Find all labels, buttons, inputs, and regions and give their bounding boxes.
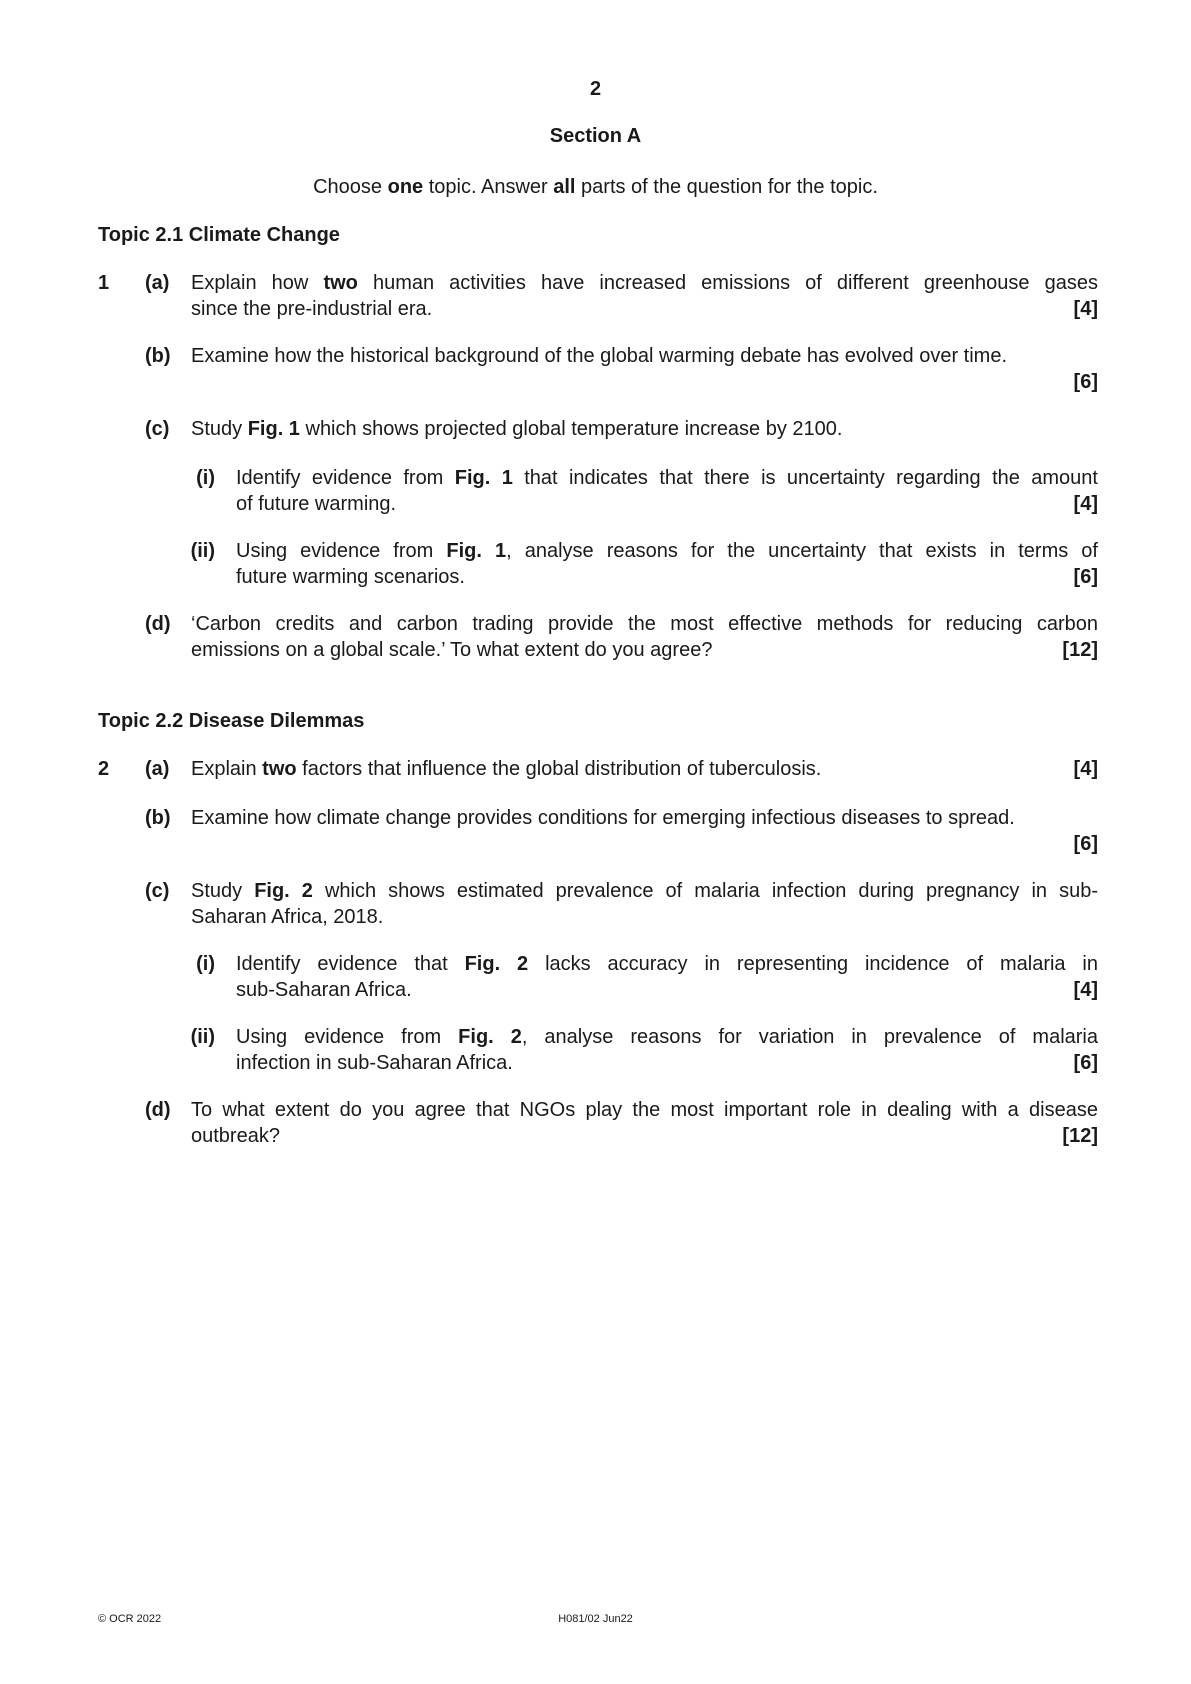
- mark-allocation: [6]: [1073, 833, 1098, 855]
- mark-allocation: [6]: [1073, 371, 1098, 393]
- mark-allocation: [12]: [1062, 1125, 1098, 1147]
- part-label: (c): [145, 418, 170, 440]
- question-text: that indicates that there is uncertainty regarding the amount: [512, 467, 1098, 489]
- question-text: Explain: [191, 758, 263, 780]
- instruction-emphasis: all: [553, 176, 576, 198]
- question-text: Study: [191, 880, 255, 902]
- question-1a: [191, 270, 1098, 322]
- question-2c-ii: [236, 1024, 1098, 1076]
- figure-reference: Fig. 1: [446, 540, 507, 562]
- subpart-label: (ii): [190, 1026, 215, 1048]
- question-text: outbreak?: [191, 1125, 280, 1147]
- instruction-text: Choose: [313, 176, 388, 198]
- mark-allocation: [4]: [1073, 758, 1098, 780]
- question-text: sub-Saharan Africa.: [236, 979, 412, 1001]
- section-title: Section A: [549, 125, 642, 147]
- question-1b: [191, 343, 1098, 395]
- question-text: factors that influence the global distribution of tuberculosis.: [296, 758, 822, 780]
- question-text: future warming scenarios.: [236, 566, 465, 588]
- question-text: Examine how the historical background of the global warming debate has evolved over time.: [191, 345, 1008, 367]
- question-2b: [191, 805, 1098, 857]
- question-2c: [191, 878, 1098, 930]
- question-1c: [191, 416, 1098, 442]
- topic-heading-disease-dilemmas: Topic 2.2 Disease Dilemmas: [98, 710, 365, 732]
- question-text: , analyse reasons for the uncertainty that exists in terms of: [506, 540, 1098, 562]
- question-text: lacks accuracy in representing incidence of malaria in: [528, 953, 1099, 975]
- instruction-text: topic. Answer: [423, 176, 554, 198]
- mark-allocation: [12]: [1062, 639, 1098, 661]
- mark-allocation: [4]: [1073, 493, 1098, 515]
- part-label: (b): [145, 345, 171, 367]
- topic-heading-climate-change: Topic 2.1 Climate Change: [98, 224, 340, 246]
- instruction-text: parts of the question for the topic.: [575, 176, 878, 198]
- mark-allocation: [6]: [1073, 1052, 1098, 1074]
- part-label: (d): [145, 1099, 171, 1121]
- question-text: which shows estimated prevalence of malaria infection during pregnancy in sub-: [312, 880, 1098, 902]
- question-text: To what extent do you agree that NGOs play the most important role in dealing with a disease: [191, 1099, 1098, 1121]
- question-1c-i: [236, 465, 1098, 517]
- footer-paper-code: H081/02 Jun22: [558, 1613, 633, 1625]
- figure-reference: Fig. 2: [464, 953, 529, 975]
- figure-reference: Fig. 1: [454, 467, 513, 489]
- question-text: Identify evidence that: [236, 953, 465, 975]
- question-emphasis: two: [262, 758, 297, 780]
- part-label: (a): [145, 758, 170, 780]
- question-text: Examine how climate change provides conditions for emerging infectious diseases to spread.: [191, 807, 1015, 829]
- question-text: emissions on a global scale.’ To what extent do you agree?: [191, 639, 713, 661]
- question-2c-i: [236, 951, 1098, 1003]
- subpart-label: (ii): [190, 540, 215, 562]
- question-text: , analyse reasons for variation in prevalence of malaria: [521, 1026, 1098, 1048]
- question-text: human activities have increased emissions of different greenhouse gases: [357, 272, 1098, 294]
- figure-reference: Fig. 2: [254, 880, 313, 902]
- question-text: infection in sub-Saharan Africa.: [236, 1052, 513, 1074]
- mark-allocation: [4]: [1073, 298, 1098, 320]
- mark-allocation: [6]: [1073, 566, 1098, 588]
- subpart-label: (i): [196, 467, 215, 489]
- question-text: of future warming.: [236, 493, 397, 515]
- question-text: since the pre-industrial era.: [191, 298, 433, 320]
- question-text: which shows projected global temperature increase by 2100.: [299, 418, 843, 440]
- figure-reference: Fig. 1: [247, 418, 300, 440]
- question-1d: [191, 611, 1098, 663]
- question-2a: [191, 756, 1098, 782]
- figure-reference: Fig. 2: [458, 1026, 522, 1048]
- question-text: Identify evidence from: [236, 467, 455, 489]
- instruction: [0, 174, 1191, 200]
- question-2d: [191, 1097, 1098, 1149]
- question-text: ‘Carbon credits and carbon trading provide the most effective methods for reducing carbon: [191, 613, 1098, 635]
- part-label: (b): [145, 807, 171, 829]
- question-1c-ii: [236, 538, 1098, 590]
- mark-allocation: [4]: [1073, 979, 1098, 1001]
- part-label: (d): [145, 613, 171, 635]
- part-label: (a): [145, 272, 170, 294]
- part-label: (c): [145, 880, 170, 902]
- question-number: 1: [98, 272, 110, 294]
- footer-copyright: © OCR 2022: [98, 1613, 162, 1625]
- question-text: Saharan Africa, 2018.: [191, 906, 384, 928]
- subpart-label: (i): [196, 953, 215, 975]
- question-text: Using evidence from: [236, 540, 447, 562]
- question-number: 2: [98, 758, 110, 780]
- question-text: Study: [191, 418, 248, 440]
- page-number: 2: [589, 78, 602, 100]
- question-emphasis: two: [323, 272, 358, 294]
- question-text: Using evidence from: [236, 1026, 459, 1048]
- question-text: Explain how: [191, 272, 324, 294]
- instruction-emphasis: one: [387, 176, 424, 198]
